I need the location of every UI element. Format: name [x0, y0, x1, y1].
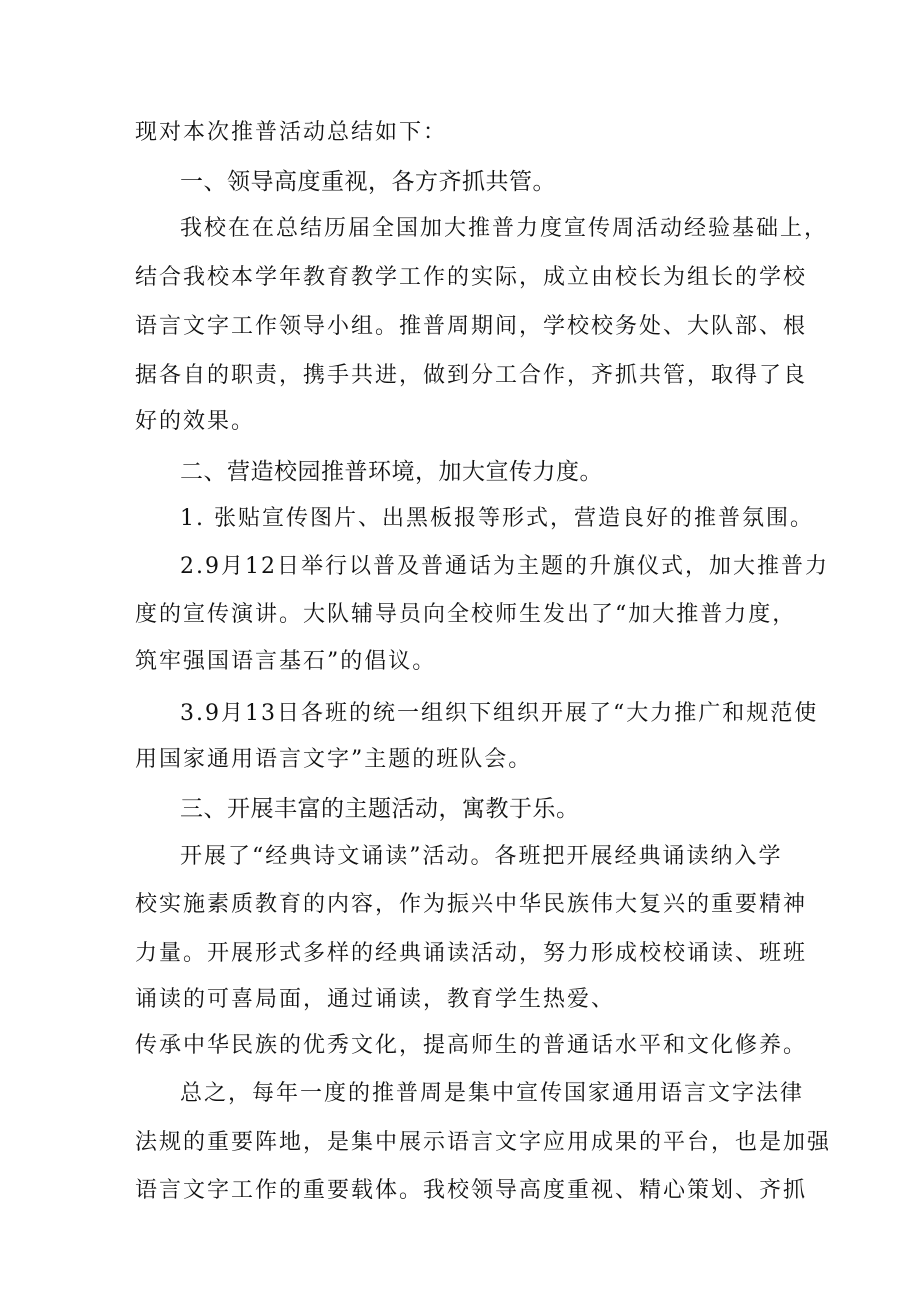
section-heading-2: 二、营造校园推普环境，加大宣传力度。: [180, 459, 603, 485]
paragraph-line: 力量。开展形式多样的经典诵读活动，努力形成校校诵读、班班: [135, 941, 808, 966]
list-item-line: 筑牢强国语言基石”的倡议。: [135, 649, 437, 674]
list-item-line: 度的宣传演讲。大队辅导员向全校师生发出了“加大推普力度，: [135, 602, 797, 627]
paragraph-line: 诵读的可喜局面，通过诵读，教育学生热爱、: [135, 987, 616, 1012]
paragraph-line: 语言文字工作领导小组。推普周期间，学校校务处、大队部、根: [135, 314, 808, 339]
list-item-line: 2.9月12日举行以普及普通话为主题的升旗仪式，加大推普力: [180, 554, 829, 579]
section-heading-1: 一、领导高度重视，各方齐抓共管。: [180, 169, 556, 195]
paragraph-line: 开展了“经典诗文诵读”活动。各班把开展经典诵读纳入学: [180, 844, 783, 869]
summary-line: 总之，每年一度的推普周是集中宣传国家通用语言文字法律: [180, 1081, 805, 1106]
list-item-line: 3.9月13日各班的统一组织下组织开展了“大力推广和规范使: [180, 701, 819, 726]
paragraph-line: 结合我校本学年教育教学工作的实际，成立由校长为组长的学校: [135, 265, 808, 290]
paragraph-line: 我校在在总结历届全国加大推普力度宣传周活动经验基础上，: [180, 216, 829, 241]
section-heading-3: 三、开展丰富的主题活动，寓教于乐。: [180, 796, 580, 822]
intro-line: 现对本次推普活动总结如下：: [135, 120, 448, 145]
list-item-line: 1. 张贴宣传图片、出黑板报等形式，营造良好的推普氛围。: [180, 506, 814, 531]
summary-line: 法规的重要阵地，是集中展示语言文字应用成果的平台，也是加强: [135, 1130, 832, 1155]
paragraph-line: 校实施素质教育的内容，作为振兴中华民族伟大复兴的重要精神: [135, 892, 808, 917]
summary-line: 语言文字工作的重要载体。我校领导高度重视、精心策划、齐抓: [135, 1178, 808, 1203]
paragraph-line: 据各自的职责，携手共进，做到分工合作，齐抓共管，取得了良: [135, 363, 808, 388]
paragraph-line: 传承中华民族的优秀文化，提高师生的普通话水平和文化修养。: [135, 1033, 808, 1058]
list-item-line: 用国家通用语言文字”主题的班队会。: [135, 747, 533, 772]
paragraph-line: 好的效果。: [135, 409, 256, 434]
